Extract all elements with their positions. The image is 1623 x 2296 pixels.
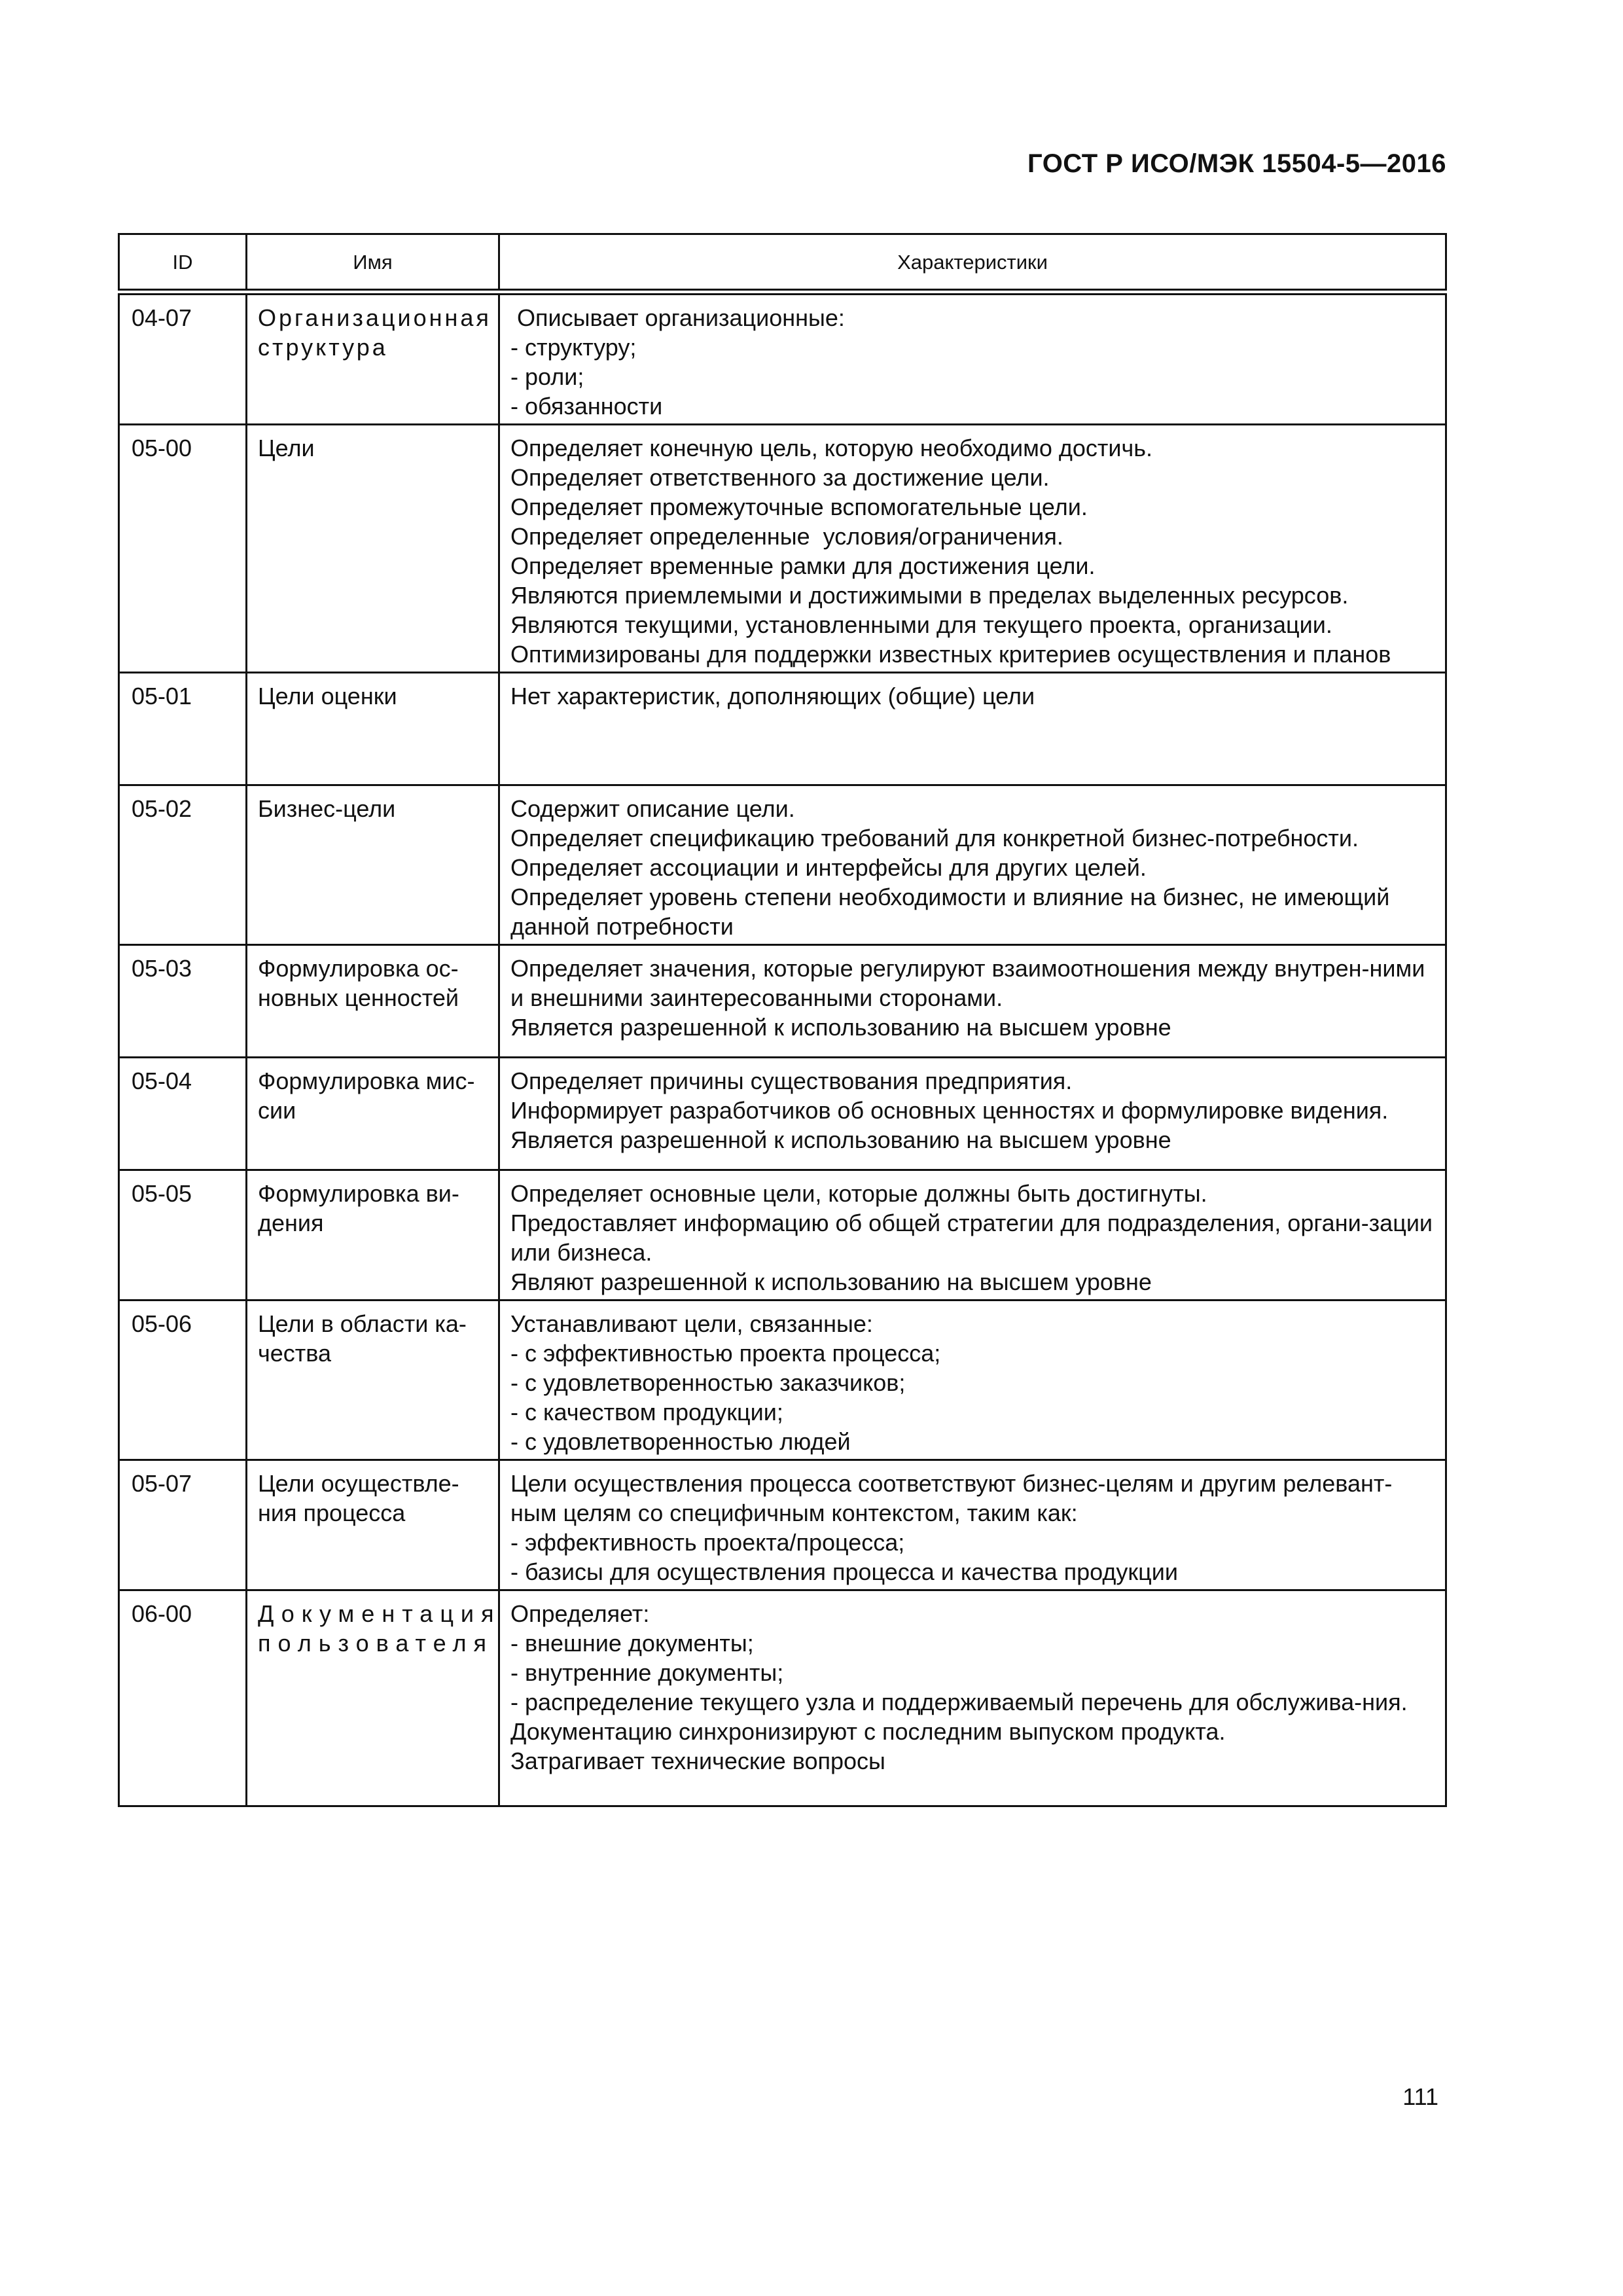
row-name-line: Документация [258,1600,501,1627]
characteristic-line: Предоставляет информацию об общей стратегии для подразделения, органи-зации или бизнеса. [510,1210,1440,1266]
row-id: 05-00 [119,425,247,673]
characteristic-line: Является разрешенной к использованию на высшем уровне [510,1126,1171,1153]
characteristic-line: - эффективность проекта/процесса; [510,1529,905,1556]
row-name-line: Цели в области ка-чества [258,1310,467,1367]
table-row [119,1460,1446,1590]
row-name [247,1300,499,1460]
characteristic-line: Являются текущими, установленными для текущего проекта, организации. [510,611,1332,638]
document-standard-code: ГОСТ Р ИСО/МЭК 15504-5—2016 [1027,149,1446,178]
table-header-row [119,234,1446,293]
row-characteristics [499,425,1446,673]
row-name-line: Цели оценки [258,683,397,709]
characteristic-line: Определяет: [510,1600,650,1627]
row-characteristics [499,1590,1446,1806]
characteristics-table [118,233,1447,1807]
table-row [119,1300,1446,1460]
row-name-line: Формулировка мис-сии [258,1067,475,1124]
characteristic-line: Определяет значения, которые регулируют взаимоотношения между внутрен-ними и внешними заинтересованными сторонами. [510,955,1432,1011]
table-row [119,292,1446,425]
row-id: 05-02 [119,785,247,945]
characteristic-line: - с эффективностью проекта процесса; [510,1340,941,1367]
characteristic-line: - обязанности [510,393,663,420]
row-name-line: Бизнес-цели [258,795,396,822]
characteristic-line: Являют разрешенной к использованию на высшем уровне [510,1268,1152,1295]
characteristic-line: Устанавливают цели, связанные: [510,1310,873,1337]
characteristic-line: Определяет определенные условия/ограничения. [510,523,1063,550]
characteristic-line: - с удовлетворенностью заказчиков; [510,1369,906,1396]
row-name [247,425,499,673]
row-characteristics [499,1460,1446,1590]
table-row [119,945,1446,1058]
row-name-line: Формулировка ви-дения [258,1180,459,1236]
characteristic-line: Содержит описание цели. [510,795,795,822]
characteristic-line: - с удовлетворенностью людей [510,1428,851,1455]
characteristic-line: Являются приемлемыми и достижимыми в пределах выделенных ресурсов. [510,582,1349,609]
row-characteristics [499,1058,1446,1170]
table-row [119,1590,1446,1806]
table-row [119,785,1446,945]
row-id: 05-03 [119,945,247,1058]
row-name [247,1460,499,1590]
characteristic-line: Определяет уровень степени необходимости и влияние на бизнес, не имеющий данной потребности [510,884,1397,940]
row-id: 04-07 [119,292,247,425]
characteristic-line: - распределение текущего узла и поддерживаемый перечень для обслужива-ния. [510,1689,1408,1715]
row-name-line: Цели осуществле-ния процесса [258,1470,459,1526]
row-name-line: Организационная [258,304,491,331]
characteristic-line: - роли; [510,363,584,390]
table-row [119,1170,1446,1300]
column-header-characteristics: Характеристики [499,234,1446,293]
page-number: 111 [1402,2083,1438,2110]
row-name-line: пользователя [258,1630,493,1657]
characteristic-line: - внешние документы; [510,1630,754,1657]
row-name [247,785,499,945]
characteristic-line: Затрагивает технические вопросы [510,1748,885,1774]
row-id: 05-07 [119,1460,247,1590]
characteristic-line: Определяет промежуточные вспомогательные цели. [510,493,1088,520]
row-name [247,945,499,1058]
characteristic-line: Оптимизированы для поддержки известных критериев осуществления и планов [510,641,1391,668]
table-row [119,425,1446,673]
column-header-id: ID [119,234,247,293]
characteristic-line: - структуру; [510,334,637,361]
row-name [247,1590,499,1806]
row-name-line: структура [258,334,388,361]
row-id: 05-04 [119,1058,247,1170]
row-name-line: Цели [258,435,315,461]
characteristic-line: Определяет причины существования предприятия. [510,1067,1073,1094]
characteristic-line: Документацию синхронизируют с последним выпуском продукта. [510,1718,1226,1745]
table-body [119,292,1446,1806]
row-name [247,1170,499,1300]
characteristic-line: Определяет спецификацию требований для конкретной бизнес-потребности. [510,825,1359,852]
characteristic-line: Нет характеристик, дополняющих (общие) цели [510,683,1035,709]
characteristic-line: Определяет основные цели, которые должны быть достигнуты. [510,1180,1207,1207]
column-header-name: Имя [247,234,499,293]
row-name [247,673,499,785]
characteristic-line: Определяет ответственного за достижение цели. [510,464,1050,491]
table-row [119,673,1446,785]
characteristic-line: Определяет ассоциации и интерфейсы для других целей. [510,854,1147,881]
row-name-line: Формулировка ос-новных ценностей [258,955,459,1011]
row-characteristics [499,292,1446,425]
row-name [247,1058,499,1170]
characteristic-line: Цели осуществления процесса соответствуют бизнес-целям и другим релевант-ным целям со специфичным контекстом, таким как: [510,1470,1393,1526]
characteristic-line: Является разрешенной к использованию на высшем уровне [510,1014,1171,1041]
row-name [247,292,499,425]
row-id: 05-01 [119,673,247,785]
row-id: 05-06 [119,1300,247,1460]
row-characteristics [499,1300,1446,1460]
row-characteristics [499,673,1446,785]
row-characteristics [499,785,1446,945]
row-characteristics [499,945,1446,1058]
characteristic-line: - базисы для осуществления процесса и качества продукции [510,1558,1178,1585]
characteristic-line: Описывает организационные: [510,304,845,331]
row-id: 06-00 [119,1590,247,1806]
table-row [119,1058,1446,1170]
characteristic-line: Информирует разработчиков об основных ценностях и формулировке видения. [510,1097,1389,1124]
characteristic-line: - внутренние документы; [510,1659,784,1686]
characteristic-line: Определяет конечную цель, которую необходимо достичь. [510,435,1153,461]
characteristic-line: Определяет временные рамки для достижения цели. [510,552,1096,579]
characteristic-line: - с качеством продукции; [510,1399,783,1426]
row-characteristics [499,1170,1446,1300]
row-id: 05-05 [119,1170,247,1300]
